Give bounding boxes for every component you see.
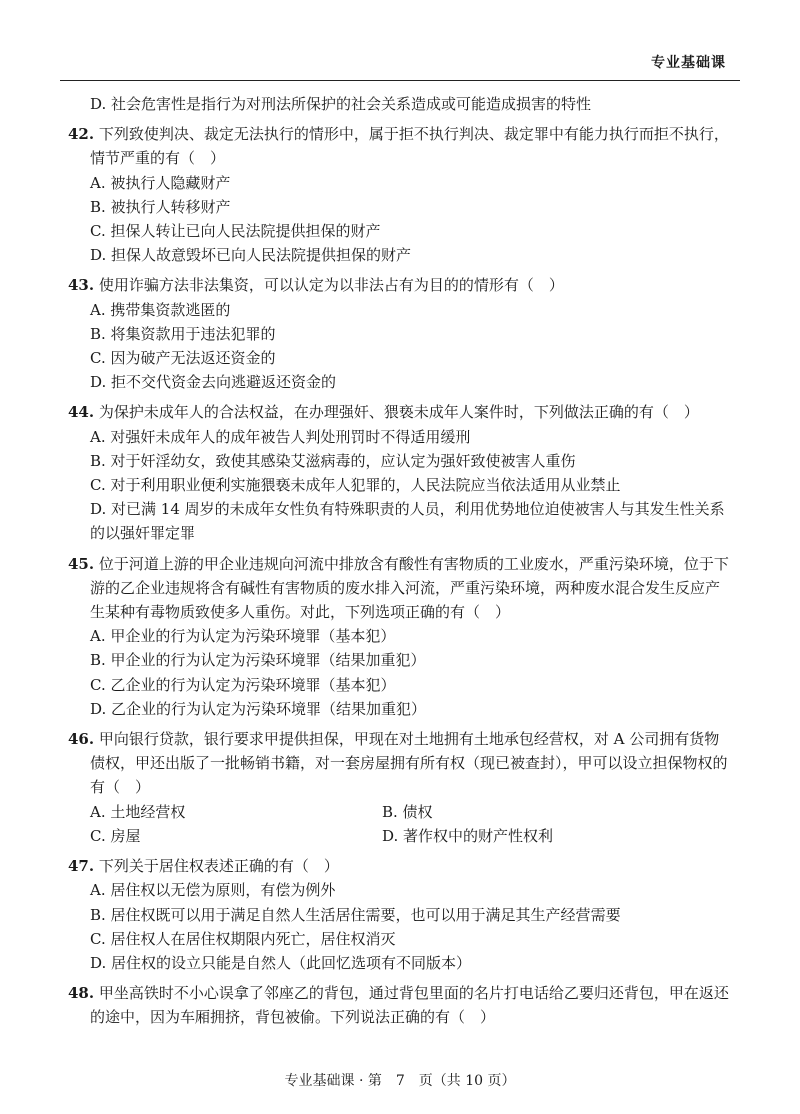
option-a: A. 被执行人隐藏财产 <box>90 173 231 192</box>
question-text: 下列关于居住权表述正确的有（ ） <box>98 857 339 876</box>
question-47 <box>68 854 730 975</box>
option-c: C. 担保人转让已向人民法院提供担保的财产 <box>90 222 381 241</box>
question-text: 甲向银行贷款，银行要求甲提供担保，甲现在对土地拥有土地承包经营权，对 A 公司拥有货物债权，甲还出版了一批畅销书籍，对一套房屋拥有所有权（现已被查封），甲可以设立担保物权的有（ ） <box>90 730 728 797</box>
question-stem <box>68 122 730 170</box>
question-text: 使用诈骗方法非法集资，可以认定为以非法占有为目的的情形有（ ） <box>98 276 564 295</box>
question-number: 45. <box>68 554 95 573</box>
option-d: D. 拒不交代资金去向逃避返还资金的 <box>90 373 337 392</box>
question-number: 43. <box>68 276 95 295</box>
option-d: D. 著作权中的财产性权利 <box>382 826 554 845</box>
question-42 <box>68 122 730 267</box>
question-43 <box>68 273 730 394</box>
question-46 <box>68 727 730 848</box>
question-number: 46. <box>68 730 95 749</box>
question-44 <box>68 400 730 545</box>
header-divider <box>60 80 740 81</box>
question-text: 甲坐高铁时不小心误拿了邻座乙的背包，通过背包里面的名片打电话给乙要归还背包，甲在返还的途中，因为车厢拥挤，背包被偷。下列说法正确的有（ ） <box>90 984 729 1027</box>
question-stem <box>68 273 730 297</box>
option-c: C. 房屋 <box>90 826 141 845</box>
question-stem <box>68 552 730 625</box>
option-d: D. 担保人故意毁坏已向人民法院提供担保的财产 <box>90 246 412 265</box>
question-number: 42. <box>68 125 95 144</box>
option-c: C. 因为破产无法返还资金的 <box>90 349 276 368</box>
option-c: C. 对于利用职业便利实施猥亵未成年人犯罪的，人民法院应当依法适用从业禁止 <box>90 476 621 495</box>
question-number: 44. <box>68 403 95 422</box>
question-stem <box>68 400 730 424</box>
question-45 <box>68 552 730 721</box>
section-header-label: 专业基础课 <box>651 55 726 71</box>
question-text: 下列致使判决、裁定无法执行的情形中，属于拒不执行判决、裁定罪中有能力执行而拒不执行，情节严重的有（ ） <box>90 125 729 168</box>
option-c: C. 居住权人在居住权期限内死亡，居住权消灭 <box>90 929 396 948</box>
option-a: A. 对强奸未成年人的成年被告人判处刑罚时不得适用缓刑 <box>90 427 471 446</box>
option-b: B. 被执行人转移财产 <box>90 197 231 216</box>
option-b: B. 甲企业的行为认定为污染环境罪（结果加重犯） <box>90 651 426 670</box>
option-a: A. 土地经营权 <box>90 802 186 821</box>
option-d: D. 乙企业的行为认定为污染环境罪（结果加重犯） <box>90 699 427 718</box>
option-d: D. 居住权的设立只能是自然人（此回忆选项有不同版本） <box>90 953 472 972</box>
option-b: B. 将集资款用于违法犯罪的 <box>90 324 276 343</box>
option-a: A. 携带集资款逃匿的 <box>90 300 231 319</box>
question-text: 为保护未成年人的合法权益，在办理强奸、猥亵未成年人案件时，下列做法正确的有（ ） <box>98 403 699 422</box>
option-b: B. 债权 <box>382 802 433 821</box>
option-b: B. 对于奸淫幼女，致使其感染艾滋病毒的，应认定为强奸致使被害人重伤 <box>90 451 576 470</box>
option-a: A. 居住权以无偿为原则，有偿为例外 <box>90 881 336 900</box>
question-number: 48. <box>68 984 95 1003</box>
question-stem <box>68 727 730 800</box>
option-d: D. 对已满 14 周岁的未成年女性负有特殊职责的人员，利用优势地位迫使被害人与其发生性关系的以强奸罪定罪 <box>90 500 725 543</box>
question-number: 47. <box>68 857 95 876</box>
option-a: A. 甲企业的行为认定为污染环境罪（基本犯） <box>90 627 396 646</box>
page-footer: 专业基础课 · 第 7 页（共 10 页） <box>284 1073 516 1089</box>
question-48 <box>68 981 730 1029</box>
option-grid <box>90 800 730 848</box>
carried-over-option: D. 社会危害性是指行为对刑法所保护的社会关系造成或可能造成损害的特性 <box>90 95 592 113</box>
question-stem <box>68 981 730 1029</box>
question-stem <box>68 854 730 878</box>
option-c: C. 乙企业的行为认定为污染环境罪（基本犯） <box>90 675 396 694</box>
option-b: B. 居住权既可以用于满足自然人生活居住需要，也可以用于满足其生产经营需要 <box>90 905 621 924</box>
question-content <box>68 92 730 1030</box>
question-text: 位于河道上游的甲企业违规向河流中排放含有酸性有害物质的工业废水，严重污染环境，位于下游的乙企业违规将含有碱性有害物质的废水排入河流，严重污染环境，两种废水混合发生反应产生某种有毒物质致使多人重伤。对此，下列选项正确的有（ ） <box>90 554 729 622</box>
